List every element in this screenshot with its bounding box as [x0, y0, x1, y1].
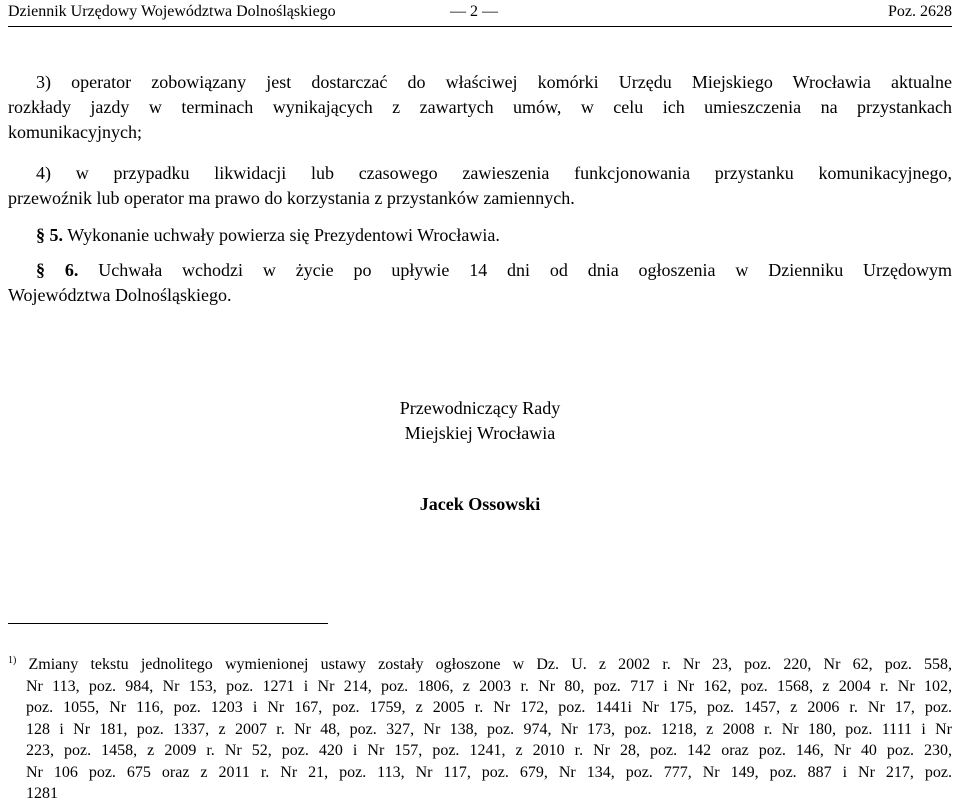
item-4-line: przewoźnik lub operator ma prawo do korzystania z przystanków zamiennych. [8, 188, 575, 208]
section-6-text-end: Województwa Dolnośląskiego. [8, 285, 232, 305]
item-4-line: 4) w przypadku likwidacji lub czasowego zawieszenia funkcjonowania przystanku komunikacyjnego, [36, 163, 952, 183]
section-5-text: Wykonanie uchwały powierza się Prezydentowi Wrocławia. [67, 225, 500, 245]
page-header [8, 0, 952, 27]
section-6-text: Uchwała wchodzi w życie po upływie 14 dni od dnia ogłoszenia w Dzienniku Urzędowym [98, 260, 953, 280]
footnote [8, 650, 952, 805]
footnote-line: Nr 106 poz. 675 oraz z 2011 r. Nr 21, poz. 113, Nr 117, poz. 679, Nr 134, poz. 777, Nr 149, poz. 887 i Nr 217, poz. [26, 763, 952, 781]
section-6-paragraph [8, 258, 952, 308]
page-number: — 2 — [450, 3, 498, 20]
footnote-line: 1281 [26, 785, 58, 802]
section-5-number: § 5. [36, 225, 63, 245]
footnote-line: Nr 113, poz. 984, Nr 153, poz. 1271 i Nr 214, poz. 1806, z 2003 r. Nr 80, poz. 717 i Nr 162, poz. 1568, z 2004 r. Nr 102, [26, 677, 952, 695]
footnote-line: 128 i Nr 181, poz. 1337, z 2007 r. Nr 48, poz. 327, Nr 138, poz. 974, Nr 173, poz. 1218, z 2008 r. Nr 180, poz. 1111 i Nr [26, 720, 952, 738]
item-3-paragraph [8, 70, 952, 145]
item-4-paragraph [8, 161, 952, 211]
item-3-line: komunikacyjnych; [8, 122, 142, 142]
footnote-line: Zmiany tekstu jednolitego wymienionej ustawy zostały ogłoszone w Dz. U. z 2002 r. Nr 23, poz. 220, Nr 62, poz. 558, [28, 656, 953, 673]
signature-title-line-1: Przewodniczący Rady [399, 398, 561, 418]
item-3-line: rozkłady jazdy w terminach wynikających z zawartych umów, w celu ich umieszczenia na przystankach [8, 97, 952, 117]
journal-title: Dziennik Urzędowy Województwa Dolnośląskiego [8, 3, 336, 20]
signature-title-line-2: Miejskiej Wrocławia [404, 423, 556, 443]
footnote-line: poz. 1055, Nr 116, poz. 1203 i Nr 167, poz. 1759, z 2005 r. Nr 172, poz. 1441i Nr 175, poz. 1457, z 2006 r. Nr 17, poz. [26, 699, 952, 716]
footnote-marker: 1) [8, 655, 17, 666]
item-3-line: 3) operator zobowiązany jest dostarczać do właściwej komórki Urzędu Miejskiego Wrocławia aktualne [36, 72, 952, 92]
position-number: Poz. 2628 [888, 3, 952, 20]
section-6-number: § 6. [36, 260, 79, 280]
signatory-name: Jacek Ossowski [419, 494, 541, 514]
section-5-paragraph [8, 223, 952, 248]
footnote-line: 223, poz. 1458, z 2009 r. Nr 52, poz. 420 i Nr 157, poz. 1241, z 2010 r. Nr 28, poz. 142 oraz poz. 146, Nr 40 poz. 230, [26, 742, 952, 759]
footnote-separator [8, 623, 328, 624]
